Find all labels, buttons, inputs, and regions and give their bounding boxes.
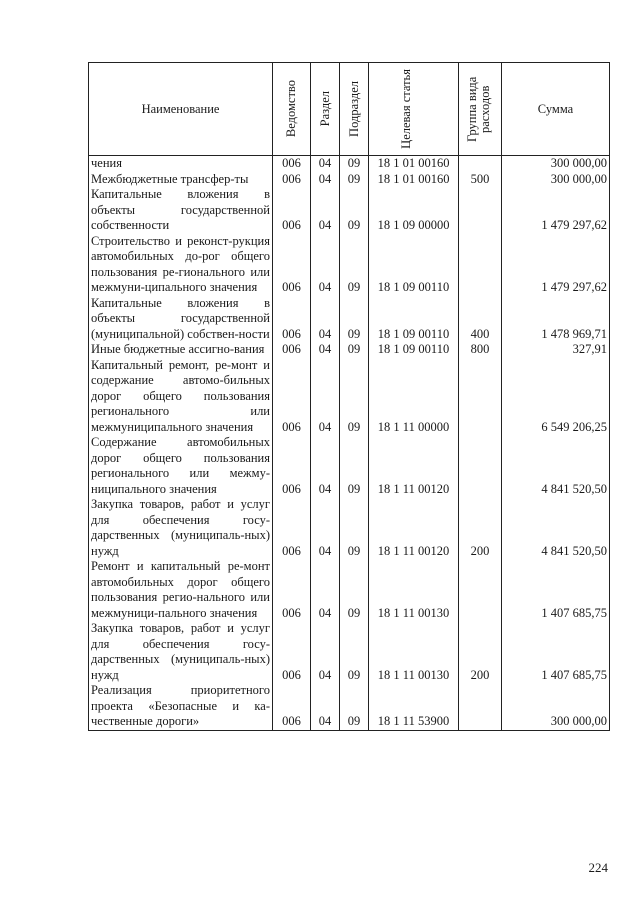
table-row bbox=[89, 296, 610, 343]
table-row bbox=[89, 497, 610, 559]
cell-target: 18 1 11 00120 bbox=[369, 497, 459, 559]
cell-sum: 327,91 bbox=[502, 342, 610, 358]
header-target: Целевая статья bbox=[369, 63, 459, 156]
cell-name: Закупка товаров, работ и услуг для обеспечения госу-дарственных (муниципаль-ных) нужд bbox=[89, 497, 273, 559]
cell-subsection: 09 bbox=[340, 497, 369, 559]
table-row bbox=[89, 156, 610, 172]
cell-group: 800 bbox=[459, 342, 502, 358]
cell-dept: 006 bbox=[273, 342, 311, 358]
cell-subsection: 09 bbox=[340, 296, 369, 343]
cell-section: 04 bbox=[311, 172, 340, 188]
cell-group bbox=[459, 358, 502, 436]
header-sum: Сумма bbox=[502, 63, 610, 156]
cell-dept: 006 bbox=[273, 358, 311, 436]
cell-sum: 1 479 297,62 bbox=[502, 234, 610, 296]
cell-group bbox=[459, 156, 502, 172]
header-group: Группа вида расходов bbox=[459, 63, 502, 156]
cell-subsection: 09 bbox=[340, 358, 369, 436]
cell-target: 18 1 11 00000 bbox=[369, 358, 459, 436]
cell-group: 500 bbox=[459, 172, 502, 188]
cell-dept: 006 bbox=[273, 172, 311, 188]
cell-group bbox=[459, 234, 502, 296]
table-row bbox=[89, 234, 610, 296]
cell-name: Содержание автомобильных дорог общего пользования регионального или межму-ниципального значения bbox=[89, 435, 273, 497]
table-row bbox=[89, 683, 610, 730]
table-header-row bbox=[89, 63, 610, 156]
cell-dept: 006 bbox=[273, 187, 311, 234]
cell-dept: 006 bbox=[273, 234, 311, 296]
cell-dept: 006 bbox=[273, 156, 311, 172]
header-subsection: Подраздел bbox=[340, 63, 369, 156]
budget-table bbox=[88, 62, 610, 731]
table-row bbox=[89, 621, 610, 683]
cell-name: Капитальные вложения в объекты государственной собственности bbox=[89, 187, 273, 234]
cell-target: 18 1 11 53900 bbox=[369, 683, 459, 730]
cell-target: 18 1 09 00000 bbox=[369, 187, 459, 234]
cell-subsection: 09 bbox=[340, 156, 369, 172]
cell-section: 04 bbox=[311, 683, 340, 730]
table-row bbox=[89, 358, 610, 436]
cell-section: 04 bbox=[311, 497, 340, 559]
cell-dept: 006 bbox=[273, 435, 311, 497]
header-dept: Ведомство bbox=[273, 63, 311, 156]
cell-dept: 006 bbox=[273, 497, 311, 559]
page-number: 224 bbox=[588, 860, 608, 875]
cell-subsection: 09 bbox=[340, 172, 369, 188]
table-row bbox=[89, 435, 610, 497]
cell-dept: 006 bbox=[273, 296, 311, 343]
cell-subsection: 09 bbox=[340, 435, 369, 497]
cell-section: 04 bbox=[311, 358, 340, 436]
cell-group bbox=[459, 683, 502, 730]
cell-sum: 4 841 520,50 bbox=[502, 497, 610, 559]
cell-name: Межбюджетные трансфер-ты bbox=[89, 172, 273, 188]
cell-section: 04 bbox=[311, 559, 340, 621]
cell-section: 04 bbox=[311, 296, 340, 343]
cell-target: 18 1 09 00110 bbox=[369, 234, 459, 296]
cell-dept: 006 bbox=[273, 559, 311, 621]
cell-subsection: 09 bbox=[340, 621, 369, 683]
header-section: Раздел bbox=[311, 63, 340, 156]
table-row bbox=[89, 187, 610, 234]
cell-sum: 300 000,00 bbox=[502, 683, 610, 730]
cell-name: Ремонт и капитальный ре-монт автомобильных дорог общего пользования регио-нального или межмуници-пального значения bbox=[89, 559, 273, 621]
cell-subsection: 09 bbox=[340, 342, 369, 358]
table-row bbox=[89, 559, 610, 621]
cell-target: 18 1 11 00130 bbox=[369, 621, 459, 683]
header-name: Наименование bbox=[89, 63, 273, 156]
cell-group: 200 bbox=[459, 621, 502, 683]
cell-name: Иные бюджетные ассигно-вания bbox=[89, 342, 273, 358]
cell-sum: 300 000,00 bbox=[502, 172, 610, 188]
cell-target: 18 1 01 00160 bbox=[369, 172, 459, 188]
table-row bbox=[89, 172, 610, 188]
cell-subsection: 09 bbox=[340, 559, 369, 621]
cell-group bbox=[459, 187, 502, 234]
cell-subsection: 09 bbox=[340, 683, 369, 730]
cell-subsection: 09 bbox=[340, 234, 369, 296]
cell-group: 400 bbox=[459, 296, 502, 343]
cell-dept: 006 bbox=[273, 621, 311, 683]
cell-name: Реализация приоритетного проекта «Безопасные и ка-чественные дороги» bbox=[89, 683, 273, 730]
cell-name: чения bbox=[89, 156, 273, 172]
cell-target: 18 1 11 00120 bbox=[369, 435, 459, 497]
cell-sum: 1 407 685,75 bbox=[502, 621, 610, 683]
cell-dept: 006 bbox=[273, 683, 311, 730]
cell-section: 04 bbox=[311, 234, 340, 296]
cell-group: 200 bbox=[459, 497, 502, 559]
cell-sum: 4 841 520,50 bbox=[502, 435, 610, 497]
cell-sum: 6 549 206,25 bbox=[502, 358, 610, 436]
cell-section: 04 bbox=[311, 342, 340, 358]
cell-sum: 1 407 685,75 bbox=[502, 559, 610, 621]
cell-group bbox=[459, 559, 502, 621]
cell-target: 18 1 09 00110 bbox=[369, 296, 459, 343]
cell-section: 04 bbox=[311, 435, 340, 497]
cell-name: Закупка товаров, работ и услуг для обеспечения госу-дарственных (муниципаль-ных) нужд bbox=[89, 621, 273, 683]
cell-target: 18 1 11 00130 bbox=[369, 559, 459, 621]
cell-name: Капитальные вложения в объекты государственной (муниципальной) собствен-ности bbox=[89, 296, 273, 343]
cell-section: 04 bbox=[311, 187, 340, 234]
cell-sum: 300 000,00 bbox=[502, 156, 610, 172]
cell-name: Строительство и реконст-рукция автомобильных до-рог общего пользования ре-гионального или межмуни-ципального значения bbox=[89, 234, 273, 296]
cell-name: Капитальный ремонт, ре-монт и содержание автомо-бильных дорог общего пользования регионального или межмуниципального значения bbox=[89, 358, 273, 436]
cell-section: 04 bbox=[311, 156, 340, 172]
cell-section: 04 bbox=[311, 621, 340, 683]
table-row bbox=[89, 342, 610, 358]
cell-subsection: 09 bbox=[340, 187, 369, 234]
cell-group bbox=[459, 435, 502, 497]
cell-sum: 1 479 297,62 bbox=[502, 187, 610, 234]
cell-target: 18 1 09 00110 bbox=[369, 342, 459, 358]
cell-target: 18 1 01 00160 bbox=[369, 156, 459, 172]
cell-sum: 1 478 969,71 bbox=[502, 296, 610, 343]
